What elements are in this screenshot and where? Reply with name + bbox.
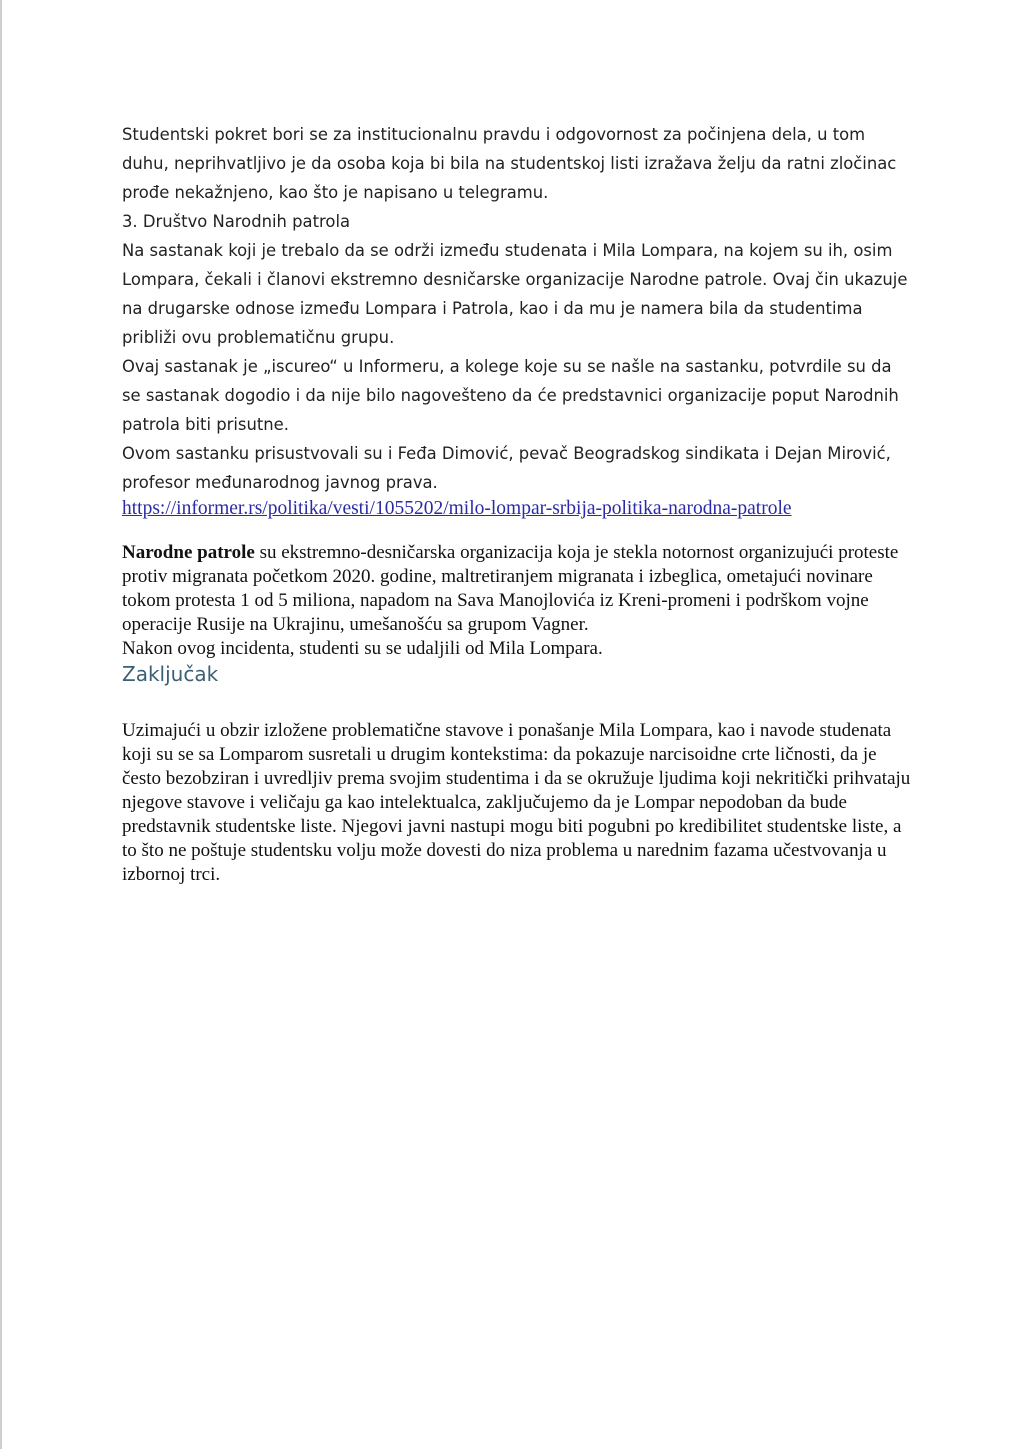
- paragraph-conclusion: Uzimajući u obzir izložene problematične stavove i ponašanje Mila Lompara, kao i navode studenata koji su se sa Lomparom susretali u drugim kontekstima: da pokazuje narcisoidne crte ličnosti, da je često bezobziran i uvredljiv prema svojim studentima i da se okružuje ljudima koji nekritički prihvataju njegove stavove i veličaju ga kao intelektualca, zaključujemo da je Lompar nepodoban da bude predstavnik studentske liste. Njegovi javni nastupi mogu biti pogubni po kredibilitet studentske liste, a to što ne poštuje studentsku volju može dovesti do niza problema u narednim fazama učestvovanja u izbornoj trci.: [122, 720, 911, 885]
- conclusion-heading: Zaključak: [122, 662, 219, 686]
- page-left-edge: [0, 0, 2, 1449]
- narodne-patrole-description-text: su ekstremno-desničarska organizacija koja je stekla notornost organizujući proteste protiv migranata početkom 2020. godine, maltretiranjem migranata i izbeglica, ometajući novinare tokom protesta 1 od 5 miliona, napadom na Sava Manojlovića iz Kreni-promeni i podrškom vojne operacije Rusije na Ukrajinu, umešanošću sa grupom Vagner.: [122, 542, 899, 635]
- paragraph-student-movement: Studentski pokret bori se za institucionalnu pravdu i odgovornost za počinjena dela, u tom duhu, neprihvatljivo je da osoba koja bi bila na studentskoj listi izražava želju da ratni zločinac prođe nekažnjeno, kao što je napisano u telegramu.: [122, 125, 897, 202]
- narodne-patrole-bold-lead: Narodne patrole: [122, 542, 255, 563]
- informer-source-link[interactable]: https://informer.rs/politika/vesti/1055202/milo-lompar-srbija-politika-narodna-patrole: [122, 498, 792, 519]
- paragraph-meeting: Na sastanak koji je trebalo da se održi između studenata i Mila Lompara, na kojem su ih, osim Lompara, čekali i članovi ekstremno desničarske organizacije Narodne patrole. Ovaj čin ukazuje na drugarske odnose između Lompara i Patrola, kao i da mu je namera bila da studentima približi ovu problematičnu grupu.: [122, 241, 908, 347]
- paragraph-after-incident: Nakon ovog incidenta, studenti su se udaljili od Mila Lompara.: [122, 638, 603, 659]
- paragraph-narodne-patrole-description: [122, 541, 912, 637]
- paragraph-attendees: Ovom sastanku prisustvovali su i Feđa Dimović, pevač Beogradskog sindikata i Dejan Mirović, profesor međunarodnog javnog prava.: [122, 444, 891, 492]
- source-link-line: [122, 497, 912, 521]
- paragraph-informer-leak: Ovaj sastanak je „iscureo“ u Informeru, a kolege koje su se našle na sastanku, potvrdile su da se sastanak dogodio i da nije bilo nagovešteno da će predstavnici organizacije poput Narodnih patrola biti prisutne.: [122, 357, 899, 434]
- section-heading-narodne-patrole: 3. Društvo Narodnih patrola: [122, 212, 351, 231]
- document-content: [122, 120, 912, 887]
